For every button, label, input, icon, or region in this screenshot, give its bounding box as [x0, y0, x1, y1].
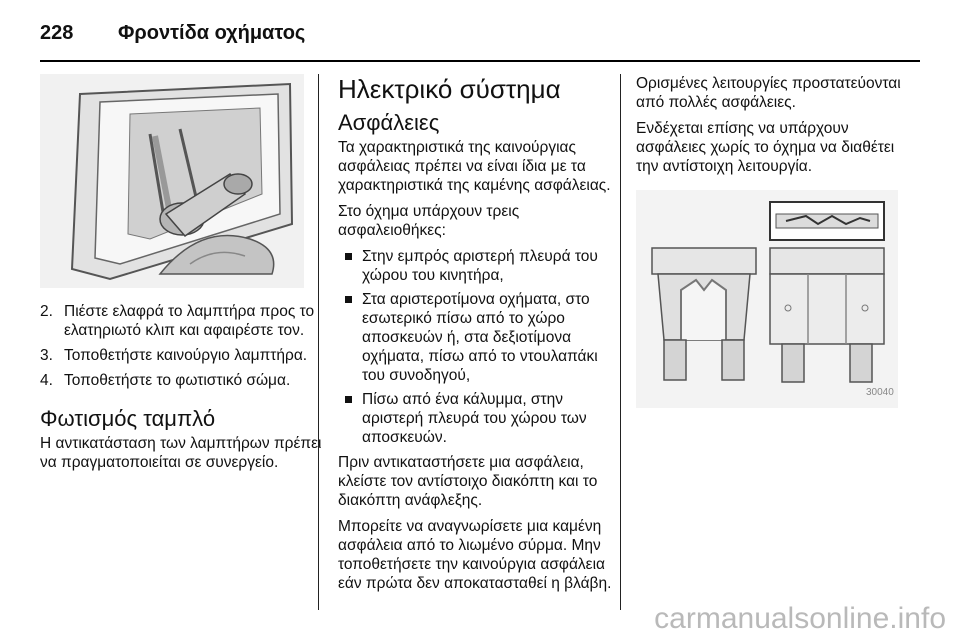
- bullet-item: Πίσω από ένα κάλυμμα, στην αριστερή πλευρά του χώρου των αποσκευών.: [338, 390, 620, 447]
- page-number: 228: [40, 22, 74, 44]
- watermark: carmanualsonline.info: [654, 602, 946, 635]
- chapter-title: Φροντίδα οχήματος: [118, 22, 306, 44]
- paragraph: Στο όχημα υπάρχουν τρεις ασφαλειοθήκες:: [338, 203, 520, 239]
- subsection-title: Ασφάλειες: [338, 110, 440, 135]
- paragraph: Πριν αντικαταστήσετε μια ασφάλεια, κλείστε τον αντίστοιχο διακόπτη και το διακόπτη ανάφλεξης.: [338, 454, 598, 509]
- paragraph: Ορισμένες λειτουργίες προστατεύονται από πολλές ασφάλειες.: [636, 75, 901, 111]
- bullet-icon: [345, 296, 352, 303]
- column-divider: [620, 74, 621, 610]
- fuse-illustration: [636, 190, 898, 408]
- bullet-item: Στην εμπρός αριστερή πλευρά του χώρου του κινητήρα,: [338, 247, 620, 285]
- figure-code: 30040: [866, 387, 894, 398]
- lamp-illustration: [40, 74, 304, 288]
- fuse-drawing: [636, 190, 898, 408]
- instruction-steps: [40, 302, 322, 390]
- column-left: [40, 74, 322, 479]
- section-text: Η αντικατάσταση των λαμπτήρων πρέπει να πραγματοποιείται σε συνεργείο.: [40, 435, 322, 471]
- paragraph: Μπορείτε να αναγνωρίσετε μια καμένη ασφάλεια από το λιωμένο σύρμα. Μην τοποθετήσετε την καινούργια ασφάλεια εάν πρώτα δεν αποκατασταθεί η βλάβη.: [338, 518, 612, 592]
- step-item: 2. Πιέστε ελαφρά το λαμπτήρα προς το ελατηριωτό κλιπ και αφαιρέστε τον.: [40, 303, 315, 339]
- chapter-section-title: Ηλεκτρικό σύστημα: [338, 74, 561, 104]
- step-item: 4. Τοποθετήστε το φωτιστικό σώμα.: [40, 372, 291, 389]
- step-item: 3. Τοποθετήστε καινούργιο λαμπτήρα.: [40, 347, 308, 364]
- bullet-icon: [345, 396, 352, 403]
- paragraph: Τα χαρακτηριστικά της καινούργιας ασφάλειας πρέπει να είναι ίδια με τα χαρακτηριστικά της καμένης ασφάλειας.: [338, 139, 611, 194]
- bullet-item: Στα αριστεροτίμονα οχήματα, στο εσωτερικό πίσω από το χώρο αποσκευών ή, στα δεξιοτίμονα οχήματα, πίσω από το ντουλαπάκι του συνοδηγού,: [338, 290, 620, 385]
- fusebox-locations: [338, 247, 620, 447]
- header-rule: [40, 60, 920, 62]
- column-right: [636, 74, 918, 183]
- column-middle: [338, 74, 620, 600]
- page-header: [40, 8, 920, 56]
- section-heading: Φωτισμός ταμπλό: [40, 406, 216, 431]
- bullet-icon: [345, 253, 352, 260]
- lamp-drawing: [40, 74, 304, 288]
- paragraph: Ενδέχεται επίσης να υπάρχουν ασφάλειες χωρίς το όχημα να διαθέτει την αντίστοιχη λειτουργία.: [636, 120, 895, 175]
